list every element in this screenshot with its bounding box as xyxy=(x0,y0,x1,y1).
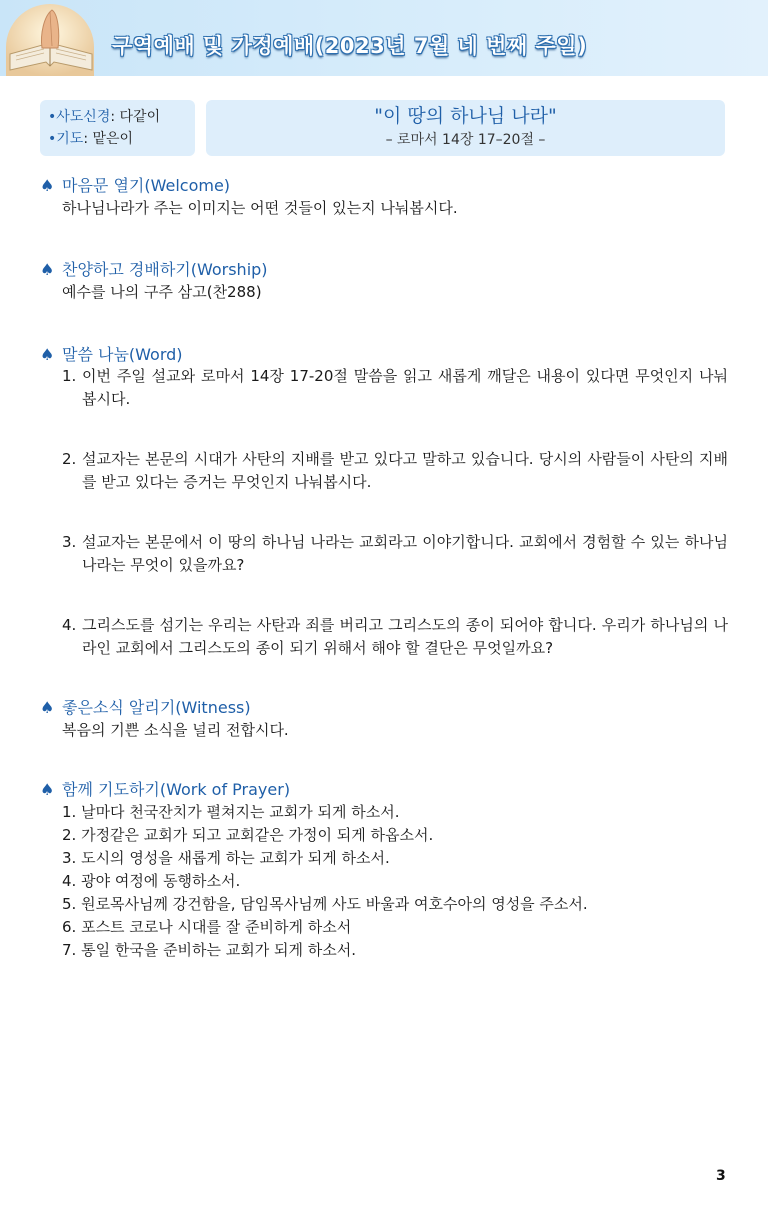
section-heading: 함께 기도하기(Work of Prayer) xyxy=(62,780,291,799)
section-witness xyxy=(40,697,730,741)
page-title: 구역예배 및 가정예배(2023년 7월 네 번째 주일) xyxy=(112,34,588,58)
question-number: 3. xyxy=(62,533,77,551)
list-item: 6. 포스트 코로나 시대를 잘 준비하게 하소서 xyxy=(62,918,352,936)
question-item xyxy=(62,448,728,494)
list-item: 2. 가정같은 교회가 되고 교회같은 가정이 되게 하옵소서. xyxy=(62,826,434,844)
question-item xyxy=(62,531,728,577)
spade-icon: ♠ xyxy=(40,345,55,364)
spade-icon: ♠ xyxy=(40,260,55,279)
creed-label: •사도신경 xyxy=(48,109,111,125)
question-number: 1. xyxy=(62,367,77,385)
list-item: 7. 통일 한국을 준비하는 교회가 되게 하소서. xyxy=(62,941,357,959)
list-item: 3. 도시의 영성을 새롭게 하는 교회가 되게 하소서. xyxy=(62,849,390,867)
page-number: 3 xyxy=(716,1168,726,1184)
question-item xyxy=(62,365,728,411)
question-text: 설교자는 본문의 시대가 사탄의 지배를 받고 있다고 말하고 있습니다. 당시의 사람들이 사탄의 지배를 받고 있다는 증거는 무엇인지 나눠봅시다. xyxy=(82,450,728,491)
creed-row xyxy=(48,106,187,128)
prayer-row xyxy=(48,128,187,150)
list-item: 1. 날마다 천국잔치가 펼쳐지는 교회가 되게 하소서. xyxy=(62,803,400,821)
question-text: 설교자는 본문에서 이 땅의 하나님 나라는 교회라고 이야기합니다. 교회에서 경험할 수 있는 하나님 나라는 무엇이 있을까요? xyxy=(82,533,728,574)
question-text: 이번 주일 설교와 로마서 14장 17-20절 말씀을 읽고 새롭게 깨달은 내용이 있다면 무엇인지 나눠봅시다. xyxy=(82,367,728,408)
section-prayer xyxy=(40,779,730,801)
list-item: 5. 원로목사님께 강건함을, 담임목사님께 사도 바울과 여호수아의 영성을 주소서. xyxy=(62,895,588,913)
section-worship xyxy=(40,259,730,303)
question-number: 4. xyxy=(62,616,77,634)
scripture-reference: – 로마서 14장 17–20절 – xyxy=(385,132,546,148)
spade-icon: ♠ xyxy=(40,698,55,717)
prayer-list xyxy=(62,801,722,962)
section-heading: 말씀 나눔(Word) xyxy=(62,345,183,364)
praying-hands-bible-image xyxy=(6,4,94,76)
list-item: 4. 광야 여정에 동행하소서. xyxy=(62,872,241,890)
question-item xyxy=(62,614,728,660)
service-roles-box xyxy=(40,100,195,156)
spade-icon: ♠ xyxy=(40,780,55,799)
section-body: 하나님나라가 주는 이미지는 어떤 것들이 있는지 나눠봅시다. xyxy=(62,199,458,217)
section-heading: 찬양하고 경배하기(Worship) xyxy=(62,260,268,279)
section-body: 복음의 기쁜 소식을 널리 전합시다. xyxy=(62,721,289,739)
section-word xyxy=(40,344,730,366)
sermon-title: "이 땅의 하나님 나라" xyxy=(374,105,557,127)
section-heading: 마음문 열기(Welcome) xyxy=(62,176,231,195)
sermon-title-box xyxy=(206,100,725,156)
section-heading: 좋은소식 알리기(Witness) xyxy=(62,698,251,717)
prayer-value: : 맡은이 xyxy=(83,131,134,147)
question-text: 그리스도를 섬기는 우리는 사탄과 죄를 버리고 그리스도의 종이 되어야 합니다. 우리가 하나님의 나라인 교회에서 그리스도의 종이 되기 위해서 해야 할 결단은 무엇일까요? xyxy=(82,616,728,657)
spade-icon: ♠ xyxy=(40,176,55,195)
header-banner xyxy=(0,0,768,76)
creed-value: : 다같이 xyxy=(110,109,161,125)
prayer-label: •기도 xyxy=(48,131,84,147)
question-number: 2. xyxy=(62,450,77,468)
section-body: 예수를 나의 구주 삼고(찬288) xyxy=(62,283,262,301)
section-welcome xyxy=(40,175,730,219)
